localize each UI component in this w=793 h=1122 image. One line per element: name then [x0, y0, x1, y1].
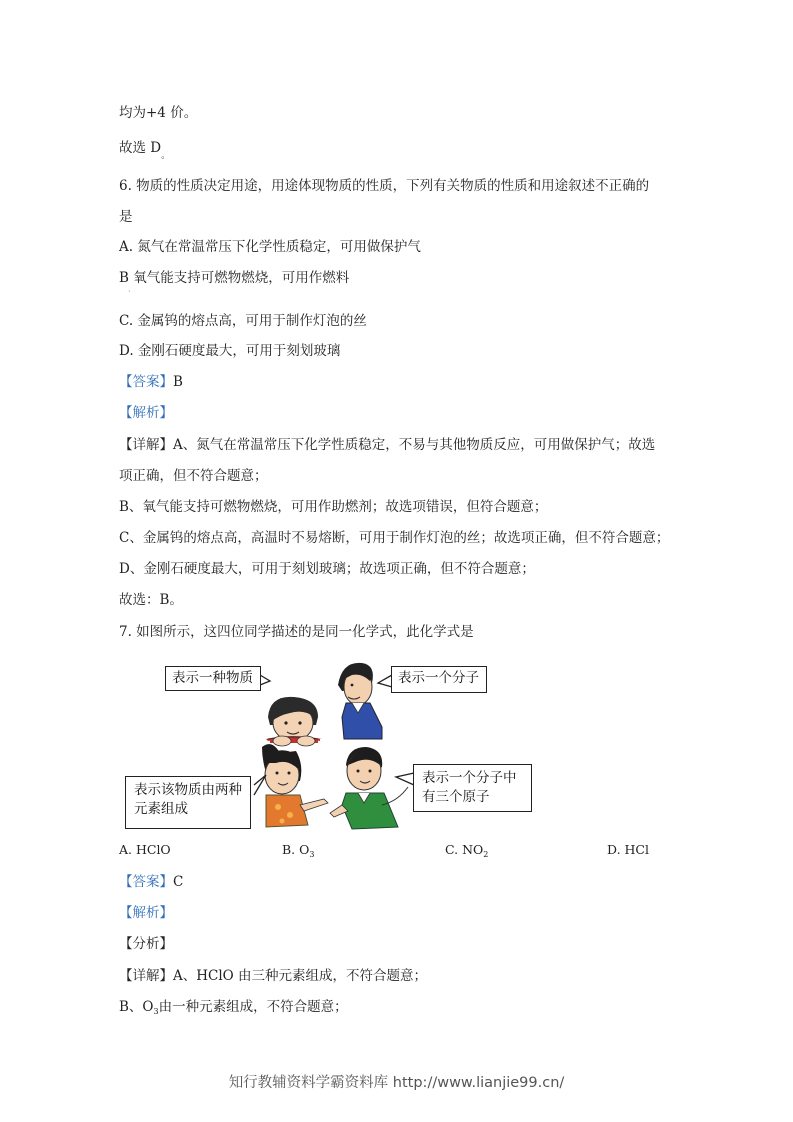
question-6-stem-cont: 是	[119, 209, 133, 225]
question-6-option-d: D. 金刚石硬度最大，可用于刻划玻璃	[119, 343, 341, 359]
footer-watermark: 知行教辅资料学霸资料库 http://www.lianjie99.cn/	[228, 1075, 565, 1091]
option-c-subscript: 2	[483, 850, 489, 859]
student-orange-shirt	[262, 744, 328, 827]
conclusion-text: 故选 D	[119, 140, 162, 156]
question-7-option-d: D. HCl	[607, 842, 649, 857]
question-6-answer	[119, 373, 183, 391]
question-7-option-a: A. HClO	[119, 842, 171, 857]
question-6-detail: 【详解】A、氮气在常温常压下化学性质稳定，不易与其他物质反应，可用做保护气；故选	[119, 437, 656, 453]
option-c-text: C. NO	[445, 842, 484, 857]
stray-dot: ·	[128, 287, 131, 296]
period-mark: 。	[161, 151, 171, 161]
detail-subscript: 3	[153, 1007, 159, 1016]
option-b-text: B. O	[282, 842, 310, 857]
question-7-detail: 【详解】A、HClO 由三种元素组成，不符合题意；	[119, 968, 428, 984]
answer-value: B	[173, 374, 183, 390]
question-6-detail: C、金属钨的熔点高，高温时不易熔断，可用于制作灯泡的丝；故选项正确，但不符合题意；	[119, 530, 670, 546]
speech-bubble-three-atoms: 表示一个分子中有三个原子	[413, 764, 532, 812]
option-b-subscript: 3	[309, 850, 315, 859]
question-6-detail: B、氧气能支持可燃物燃烧，可用作助燃剂；故选项错误，但符合题意；	[119, 499, 548, 515]
question-6-detail: 项正确，但不符合题意；	[119, 468, 268, 484]
answer-tag: 【答案】	[119, 374, 173, 390]
answer-tag: 【答案】	[119, 874, 173, 890]
question-6-detail: D、金刚石硬度最大，可用于刻划玻璃；故选项正确，但不符合题意；	[119, 561, 535, 577]
question-6-option-a: A. 氮气在常温常压下化学性质稳定，可用做保护气	[119, 239, 421, 255]
question-6-analysis-tag: 【解析】	[119, 405, 173, 421]
student-red-shirt	[265, 697, 325, 746]
question-6-stem: 6. 物质的性质决定用途，用途体现物质的性质，下列有关物质的性质和用途叙述不正确的	[119, 178, 650, 194]
question-6-option-c: C. 金属钨的熔点高，可用于制作灯泡的丝	[119, 313, 367, 329]
text-line: 均为+4 价。	[119, 105, 198, 121]
detail-text: 由一种元素组成，不符合题意；	[158, 999, 348, 1015]
question-7-analysis-tag: 【解析】	[119, 905, 173, 921]
student-green-shirt	[330, 747, 408, 829]
question-6-conclusion: 故选：B。	[119, 592, 183, 608]
question-7-stem: 7. 如图所示，这四位同学描述的是同一化学式，此化学式是	[119, 624, 474, 640]
detail-text: B、O	[119, 999, 154, 1015]
question-7-answer	[119, 873, 183, 891]
question-7-detail	[119, 998, 348, 1021]
question-7-option-c	[445, 842, 488, 859]
student-blue-shirt	[338, 663, 382, 739]
answer-value: C	[173, 874, 184, 890]
speech-bubble-molecule: 表示一个分子	[391, 666, 487, 693]
students-illustration	[120, 655, 540, 835]
question-6-option-b: B 氧气能支持可燃物燃烧，可用作燃料	[119, 270, 350, 286]
text-line	[119, 139, 170, 159]
question-7-option-b	[282, 842, 314, 859]
speech-bubble-substance: 表示一种物质	[165, 666, 261, 691]
question-7-fenxi: 【分析】	[119, 936, 173, 952]
speech-bubble-two-elements: 表示该物质由两种元素组成	[125, 776, 251, 829]
